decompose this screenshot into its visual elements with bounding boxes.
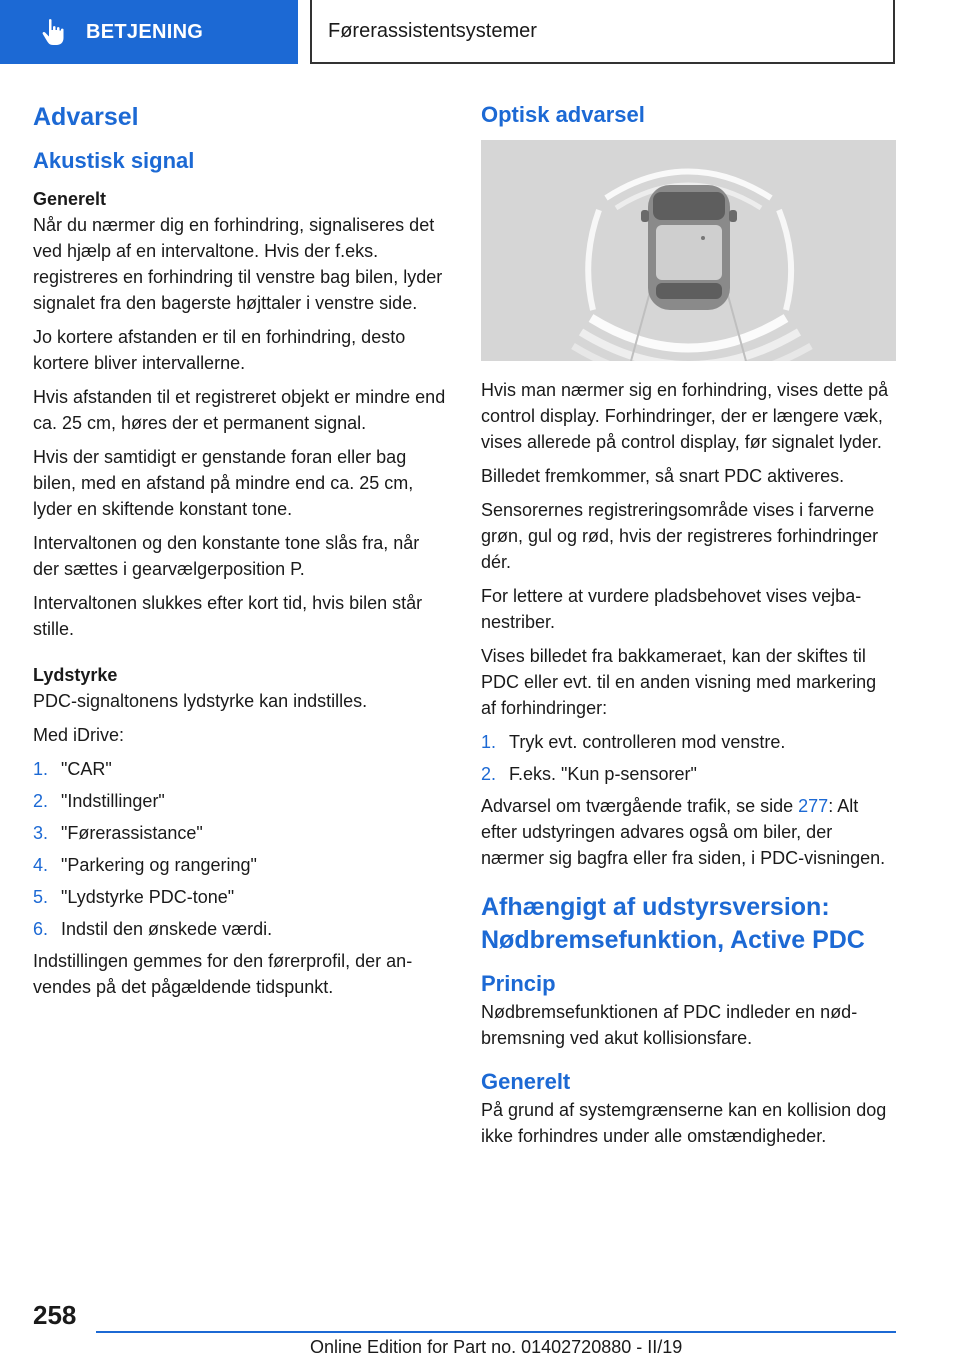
paragraph: Sensorernes registreringsområde vises i farverne grøn, gul og rød, hvis der registreres forhindringer dér. [481, 500, 879, 572]
heading-optisk-advarsel: Optisk advarsel [481, 102, 645, 127]
step-number: 6. [33, 919, 49, 939]
paragraph: Billedet fremkommer, så snart PDC aktiveres. [481, 466, 845, 486]
heading-generelt: Generelt [33, 189, 107, 209]
page-number: 258 [33, 1300, 77, 1330]
paragraph: Vises billedet fra bakkameraet, kan der skiftes til PDC eller evt. til en anden visning med markering af forhindringer: [481, 646, 877, 718]
heading-nodbremsefunktion [481, 891, 896, 957]
paragraph: Intervaltonen slukkes efter kort tid, hvis bilen står stille. [33, 593, 423, 639]
step-number: 4. [33, 855, 49, 875]
paragraph: Hvis man nærmer sig en forhindring, vises dette på control display. Forhindringer, der er længere væk, vises allerede på control display, før signalet lyder. [481, 380, 889, 452]
step-text: F.eks. "Kun p-sensorer" [509, 764, 697, 784]
step-text: Tryk evt. controlleren mod venstre. [509, 732, 786, 752]
heading-advarsel: Advarsel [33, 103, 139, 131]
display-steps-list [481, 729, 896, 787]
heading-lydstyrke: Lydstyrke [33, 665, 118, 685]
step-text: "Parkering og rangering" [61, 855, 257, 875]
list-item [33, 820, 448, 846]
chapter-label: Førerassistentsystemer [328, 19, 537, 42]
footer-divider [96, 1331, 896, 1333]
paragraph [481, 793, 896, 871]
pdc-display-image [481, 140, 896, 361]
paragraph: Jo kortere afstanden er til en forhindring, desto kortere bliver intervallerne. [33, 327, 406, 373]
left-column [33, 100, 448, 1008]
step-number: 1. [481, 732, 497, 752]
step-number: 2. [33, 791, 49, 811]
step-number: 2. [481, 764, 497, 784]
step-number: 1. [33, 759, 49, 779]
paragraph-text: : Alt efter udstyringen advares også om biler, der nærmer sig bagfra eller fra siden, i PDC-visningen. [481, 796, 886, 868]
heading-generelt-right: Generelt [481, 1069, 571, 1094]
page-reference-link[interactable]: 277 [798, 796, 829, 816]
step-text: "Førerassistance" [61, 823, 203, 843]
paragraph: Hvis der samtidigt er genstande foran eller bag bilen, med en afstand på mindre end ca. 25 cm, lyder en skiftende konstant tone. [33, 447, 414, 519]
idrive-steps-list [33, 756, 448, 942]
list-item [33, 916, 448, 942]
paragraph: PDC-signaltonens lydstyrke kan indstilles. [33, 691, 368, 711]
paragraph: For lettere at vurdere pladsbehovet vises vejbanestriber. [481, 586, 862, 632]
paragraph: Intervaltonen og den konstante tone slås fra, når der sættes i gearvælgerposition P. [33, 533, 420, 579]
right-column [481, 100, 896, 1157]
heading-line: Nødbremsefunktion, Active PDC [481, 926, 865, 954]
paragraph-text: Advarsel om tværgående trafik, se side [481, 796, 799, 816]
hand-pointer-icon [40, 18, 66, 46]
step-number: 5. [33, 887, 49, 907]
paragraph: På grund af systemgrænserne kan en kollision dog ikke forhindres under alle omstændigheder. [481, 1100, 887, 1146]
list-item [481, 729, 896, 755]
footer-edition: Online Edition for Part no. 01402720880 - II/19 [310, 1337, 683, 1357]
paragraph: Med iDrive: [33, 725, 125, 745]
step-text: "Indstillinger" [61, 791, 165, 811]
list-item [481, 761, 896, 787]
chapter-tab[interactable] [310, 0, 895, 64]
list-item [33, 788, 448, 814]
section-label: BETJENING [86, 20, 204, 43]
list-item [33, 884, 448, 910]
heading-akustisk-signal: Akustisk signal [33, 148, 195, 173]
paragraph: Hvis afstanden til et registreret objekt er mindre end ca. 25 cm, høres der et permanent signal. [33, 387, 446, 433]
step-text: "Lydstyrke PDC-tone" [61, 887, 235, 907]
heading-line: Afhængigt af udstyrsversion: [481, 893, 830, 921]
step-text: Indstil den ønskede værdi. [61, 919, 273, 939]
step-number: 3. [33, 823, 49, 843]
section-tab[interactable] [0, 0, 298, 64]
heading-princip: Princip [481, 971, 556, 996]
paragraph: Når du nærmer dig en forhindring, signaliseres det ved hjælp af en intervaltone. Hvis der f.eks. registreres en forhindring til venstre bag bilen, lyder signalet fra den bagerste højttaler i venstre side. [33, 215, 443, 313]
list-item [33, 756, 448, 782]
paragraph: Indstillingen gemmes for den førerprofil, der anvendes på det pågældende tidspunkt. [33, 951, 413, 997]
paragraph: Nødbremsefunktionen af PDC indleder en nødbremsning ved akut kollisionsfare. [481, 1002, 858, 1048]
list-item [33, 852, 448, 878]
step-text: "CAR" [61, 759, 112, 779]
